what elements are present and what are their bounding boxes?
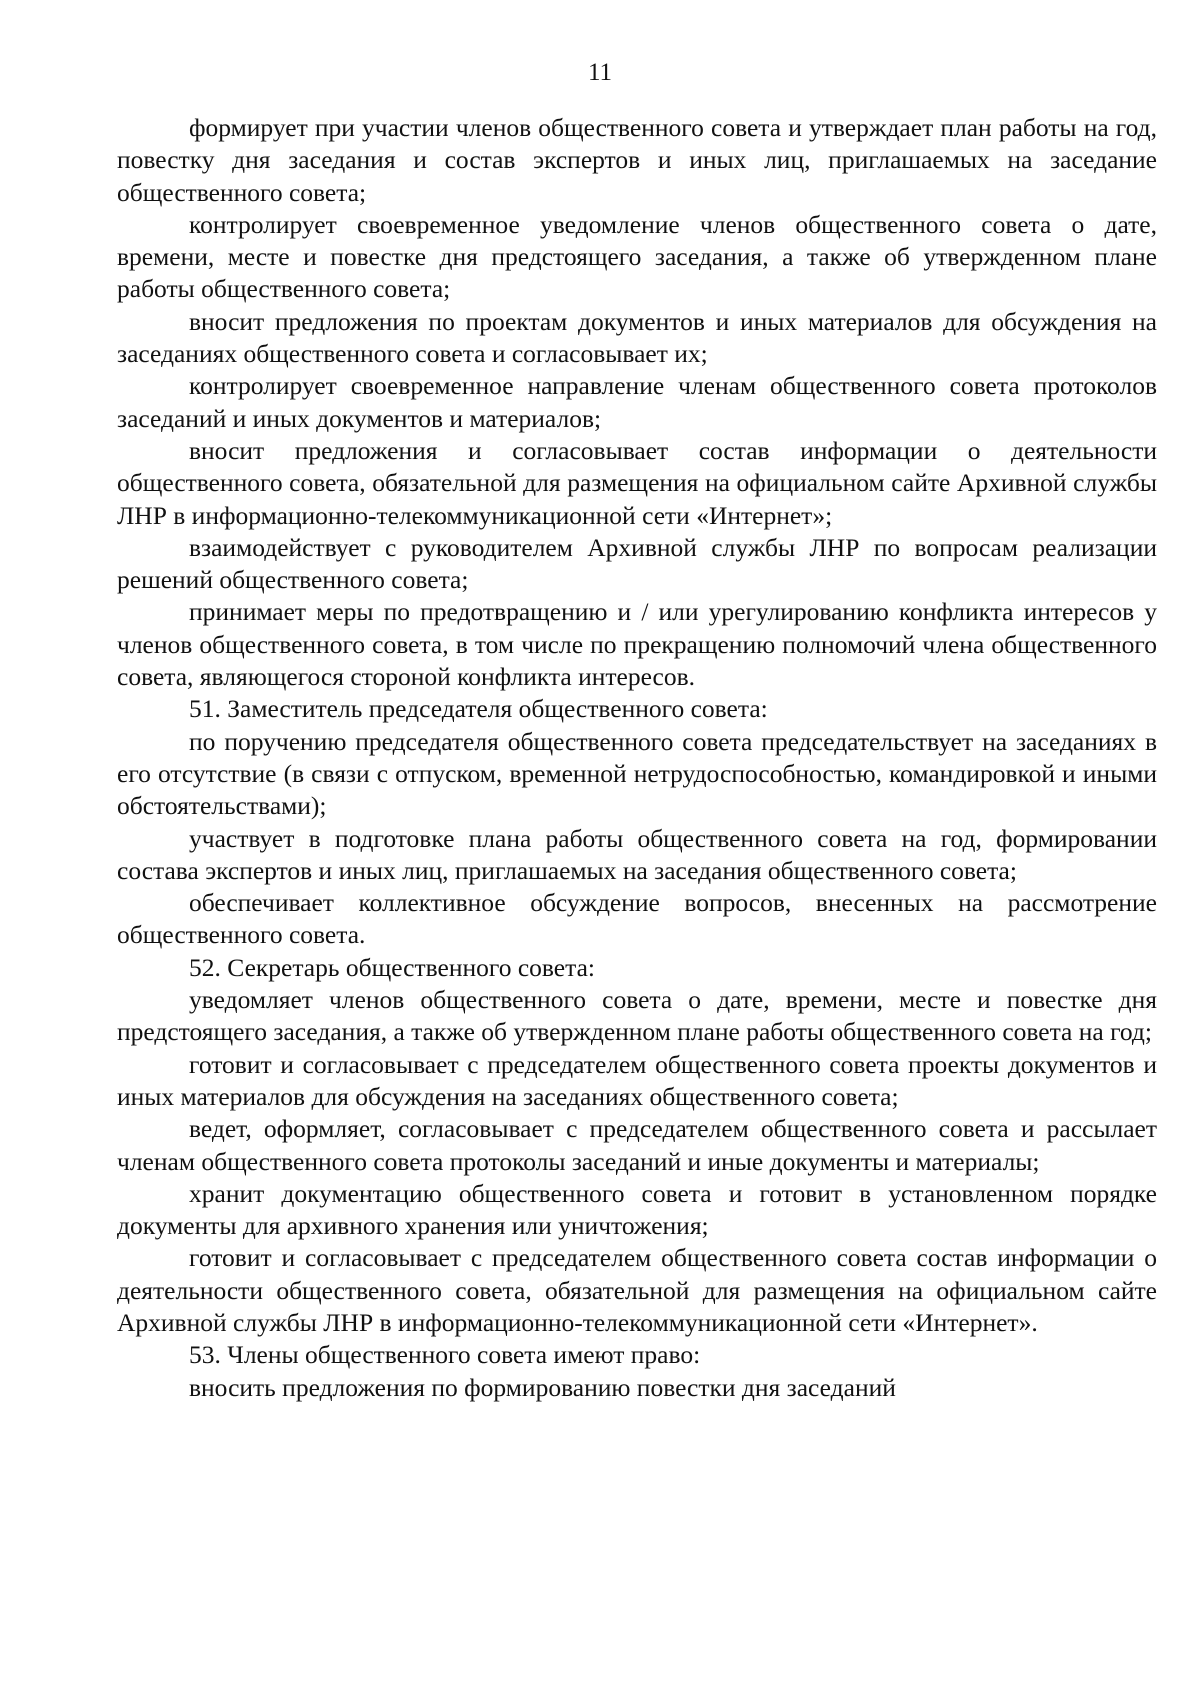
paragraph: контролирует своевременное направление членам общественного совета протоколов заседаний и иных документов и материалов;: [117, 371, 1157, 433]
paragraph: вносит предложения и согласовывает состав информации о деятельности общественного совета, обязательной для размещения на официальном сайте Архивной службы ЛНР в информационно-телекоммуникационной сети «Интернет»;: [117, 435, 1157, 530]
paragraph: хранит документацию общественного совета и готовит в установленном порядке документы для архивного хранения или уничтожения;: [117, 1178, 1157, 1241]
document-body: [117, 112, 1157, 1404]
paragraph: вносить предложения по формированию повестки дня заседаний: [189, 1372, 896, 1402]
paragraph: принимает меры по предотвращению и / или урегулированию конфликта интересов у членов общественного совета, в том числе по прекращению полномочий члена общественного совета, являющегося стороной конфликта интересов.: [117, 597, 1157, 692]
paragraph: готовит и согласовывает с председателем общественного совета проекты документов и иных материалов для обсуждения на заседаниях общественного совета;: [117, 1049, 1157, 1111]
paragraph: взаимодействует с руководителем Архивной службы ЛНР по вопросам реализации решений общественного совета;: [117, 532, 1157, 595]
paragraph: формирует при участии членов общественного совета и утверждает план работы на год, повестку дня заседания и состав экспертов и иных лиц, приглашаемых на заседание общественного совета;: [117, 113, 1157, 207]
paragraph: ведет, оформляет, согласовывает с председателем общественного совета и рассылает членам общественного совета протоколы заседаний и иные документы и материалы;: [117, 1114, 1157, 1176]
section-heading: 53. Члены общественного совета имеют право:: [189, 1340, 701, 1370]
paragraph: участвует в подготовке плана работы общественного совета на год, формировании состава экспертов и иных лиц, приглашаемых на заседания общественного совета;: [117, 823, 1157, 885]
page-number: 11: [587, 59, 613, 86]
paragraph: вносит предложения по проектам документов и иных материалов для обсуждения на заседаниях общественного совета и согласовывает их;: [117, 306, 1157, 369]
section-heading: 51. Заместитель председателя общественного совета:: [189, 694, 768, 724]
section-heading: 52. Секретарь общественного совета:: [189, 952, 595, 982]
paragraph: обеспечивает коллективное обсуждение вопросов, внесенных на рассмотрение общественного совета.: [117, 888, 1157, 950]
paragraph: готовит и согласовывает с председателем общественного совета состав информации о деятельности общественного совета, обязательной для размещения на официальном сайте Архивной службы ЛНР в информационно-телекоммуникационной сети «Интернет».: [117, 1243, 1157, 1337]
paragraph: по поручению председателя общественного совета председательствует на заседаниях в его отсутствие (в связи с отпуском, временной нетрудоспособностью, командировкой и иными обстоятельствами);: [117, 726, 1157, 821]
paragraph: контролирует своевременное уведомление членов общественного совета о дате, времени, месте и повестке дня предстоящего заседания, а также об утвержденном плане работы общественного совета;: [117, 209, 1157, 304]
paragraph: уведомляет членов общественного совета о дате, времени, месте и повестке дня предстоящего заседания, а также об утвержденном плане работы общественного совета на год;: [117, 985, 1157, 1047]
